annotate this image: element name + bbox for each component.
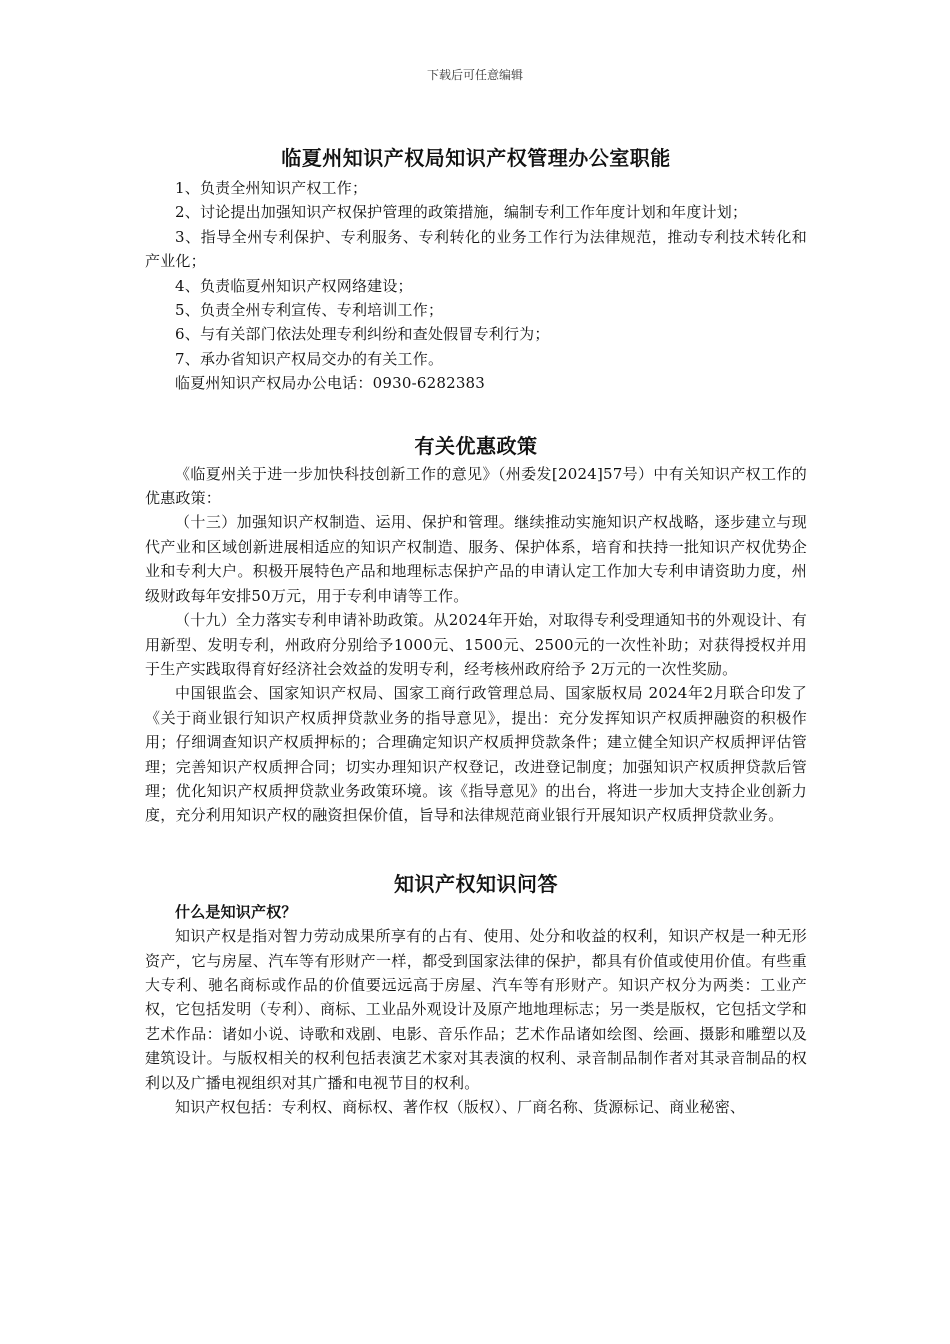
qa-answer-paragraph: 知识产权是指对智力劳动成果所享有的占有、使用、处分和收益的权利，知识产权是一种无形资产，它与房屋、汽车等有形财产一样，都受到国家法律的保护，都具有价值或使用价值。有些重大专利、驰名商标或作品的价值要远远高于房屋、汽车等有形财产。知识产权分为两类：工业产权，它包括发明（专利）、商标、工业品外观设计及原产地地理标志；另一类是版权，它包括文学和艺术作品：诸如小说、诗歌和戏剧、电影、音乐作品；艺术作品诸如绘图、绘画、摄影和雕塑以及建筑设计。与版权相关的权利包括表演艺术家对其表演的权利、录音制品制作者对其录音制品的权利以及广播电视组织对其广播和电视节目的权利。: [145, 927, 807, 1092]
duty-item: 5、负责全州专利宣传、专利培训工作；: [175, 301, 444, 320]
duty-item: 4、负责临夏州知识产权网络建设；: [175, 276, 413, 295]
policy-paragraph: （十三）加强知识产权制造、运用、保护和管理。继续推动实施知识产权战略，逐步建立与现代产业和区域创新进展相适应的知识产权制造、服务、保护体系，培育和扶持一批知识产权优势企业和专利大户。积极开展特色产品和地理标志保护产品的申请认定工作加大专利申请资助力度，州级财政每年安排50万元，用于专利申请等工作。: [145, 513, 807, 605]
duty-item: 2、讨论提出加强知识产权保护管理的政策措施，编制专利工作年度计划和年度计划；: [175, 203, 748, 222]
office-phone: 临夏州知识产权局办公电话：0930-6282383: [175, 374, 486, 393]
duty-item: 3、指导全州专利保护、专利服务、专利转化的业务工作行为法律规范，推动专利技术转化和产业化；: [145, 227, 807, 271]
duty-item: 1、负责全州知识产权工作；: [175, 179, 368, 197]
qa-answer-paragraph: 知识产权包括：专利权、商标权、著作权（版权）、厂商名称、货源标记、商业秘密、: [175, 1098, 746, 1116]
section-title-preferential-policies: 有关优惠政策: [414, 433, 538, 458]
duty-item: 7、承办省知识产权局交办的有关工作。: [175, 349, 444, 368]
document-body: [145, 144, 807, 1119]
page-header-note: 下载后可任意编辑: [426, 68, 523, 82]
policy-paragraph: 《临夏州关于进一步加快科技创新工作的意见》（州委发[2024]57号）中有关知识产权工作的优惠政策：: [145, 464, 807, 508]
policy-paragraph: 中国银监会、国家知识产权局、国家工商行政管理总局、国家版权局 2024年2月联合印发了《关于商业银行知识产权质押贷款业务的指导意见》，提出：充分发挥知识产权质押融资的积极作用；仔细调查知识产权质押标的；合理确定知识产权质押贷款条件；建立健全知识产权质押评估管理；完善知识产权质押合同；切实办理知识产权登记，改进登记制度；加强知识产权质押贷款后管理；优化知识产权质押贷款业务政策环境。该《指导意见》的出台，将进一步加大支持企业创新力度，充分利用知识产权的融资担保价值，旨导和法律规范商业银行开展知识产权质押贷款业务。: [145, 684, 807, 825]
section-title-ip-qa: 知识产权知识问答: [394, 871, 558, 896]
policy-paragraph: （十九）全力落实专利申请补助政策。从2024年开始，对取得专利受理通知书的外观设计、有用新型、发明专利，州政府分别给予1000元、1500元、2500元的一次性补助；对获得授权并用于生产实践取得育好经济社会效益的发明专利，经考核州政府给予 2万元的一次性奖励。: [145, 611, 807, 678]
duty-item: 6、与有关部门依法处理专利纠纷和查处假冒专利行为；: [175, 325, 550, 344]
qa-question: 什么是知识产权？: [175, 902, 297, 921]
section-title-office-duties: 临夏州知识产权局知识产权管理办公室职能: [281, 146, 671, 170]
